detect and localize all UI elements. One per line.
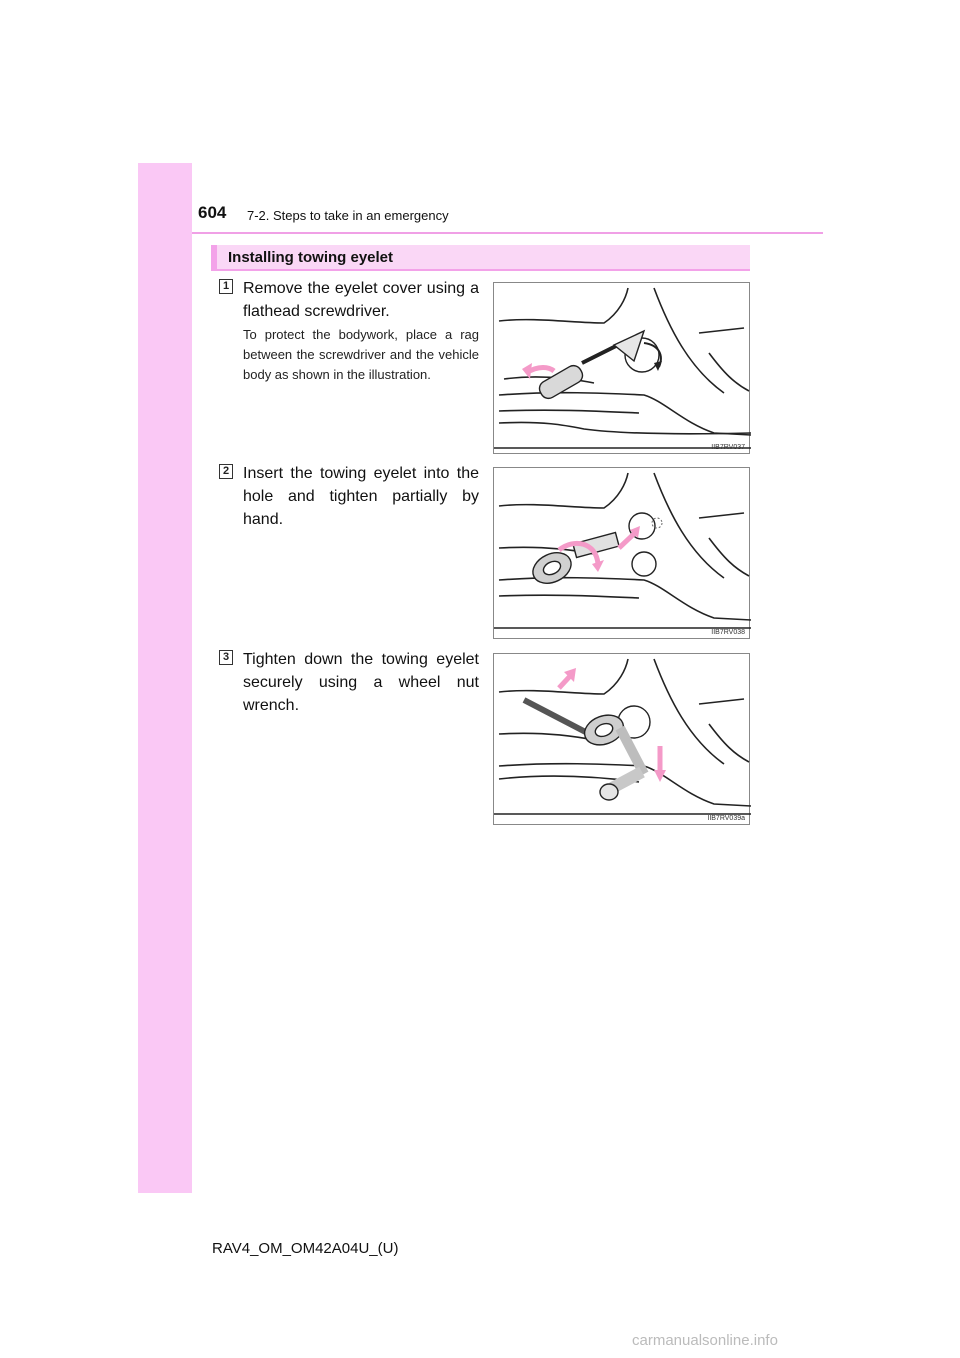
illustration-screwdriver-cover xyxy=(494,283,751,455)
chapter-title: 7-2. Steps to take in an emergency xyxy=(247,208,449,223)
figure-remove-eyelet-cover xyxy=(493,282,750,454)
section-heading-bar xyxy=(211,245,750,271)
step-1-note: To protect the bodywork, place a rag between the screwdriver and the vehicle body as shown in the illustration. xyxy=(243,327,479,382)
illustration-eyelet-insert xyxy=(494,468,751,640)
chapter-sidebar xyxy=(138,163,192,1193)
section-title: Installing towing eyelet xyxy=(228,249,394,266)
step-3-text: Tighten down the towing eyelet securely using a wheel nut wrench. xyxy=(243,651,479,714)
figure-code: IIB7RV037 xyxy=(711,444,745,451)
illustration-wheel-nut-wrench xyxy=(494,654,751,826)
watermark: carmanualsonline.info xyxy=(632,1332,778,1349)
step-1-text: Remove the eyelet cover using a flathead screwdriver. xyxy=(243,280,479,320)
step-number-1: 1 xyxy=(219,279,233,294)
figure-insert-towing-eyelet xyxy=(493,467,750,639)
figure-code: IIB7RV038 xyxy=(711,629,745,636)
page-number: 604 xyxy=(198,203,227,222)
figure-code: IIB7RV039a xyxy=(707,815,745,822)
header-rule xyxy=(192,232,823,234)
step-number-3: 3 xyxy=(219,650,233,665)
footer-manual-code: RAV4_OM_OM42A04U_(U) xyxy=(212,1240,399,1257)
figure-tighten-with-wrench xyxy=(493,653,750,825)
step-number-2: 2 xyxy=(219,464,233,479)
step-2-text: Insert the towing eyelet into the hole and tighten partially by hand. xyxy=(243,465,479,528)
